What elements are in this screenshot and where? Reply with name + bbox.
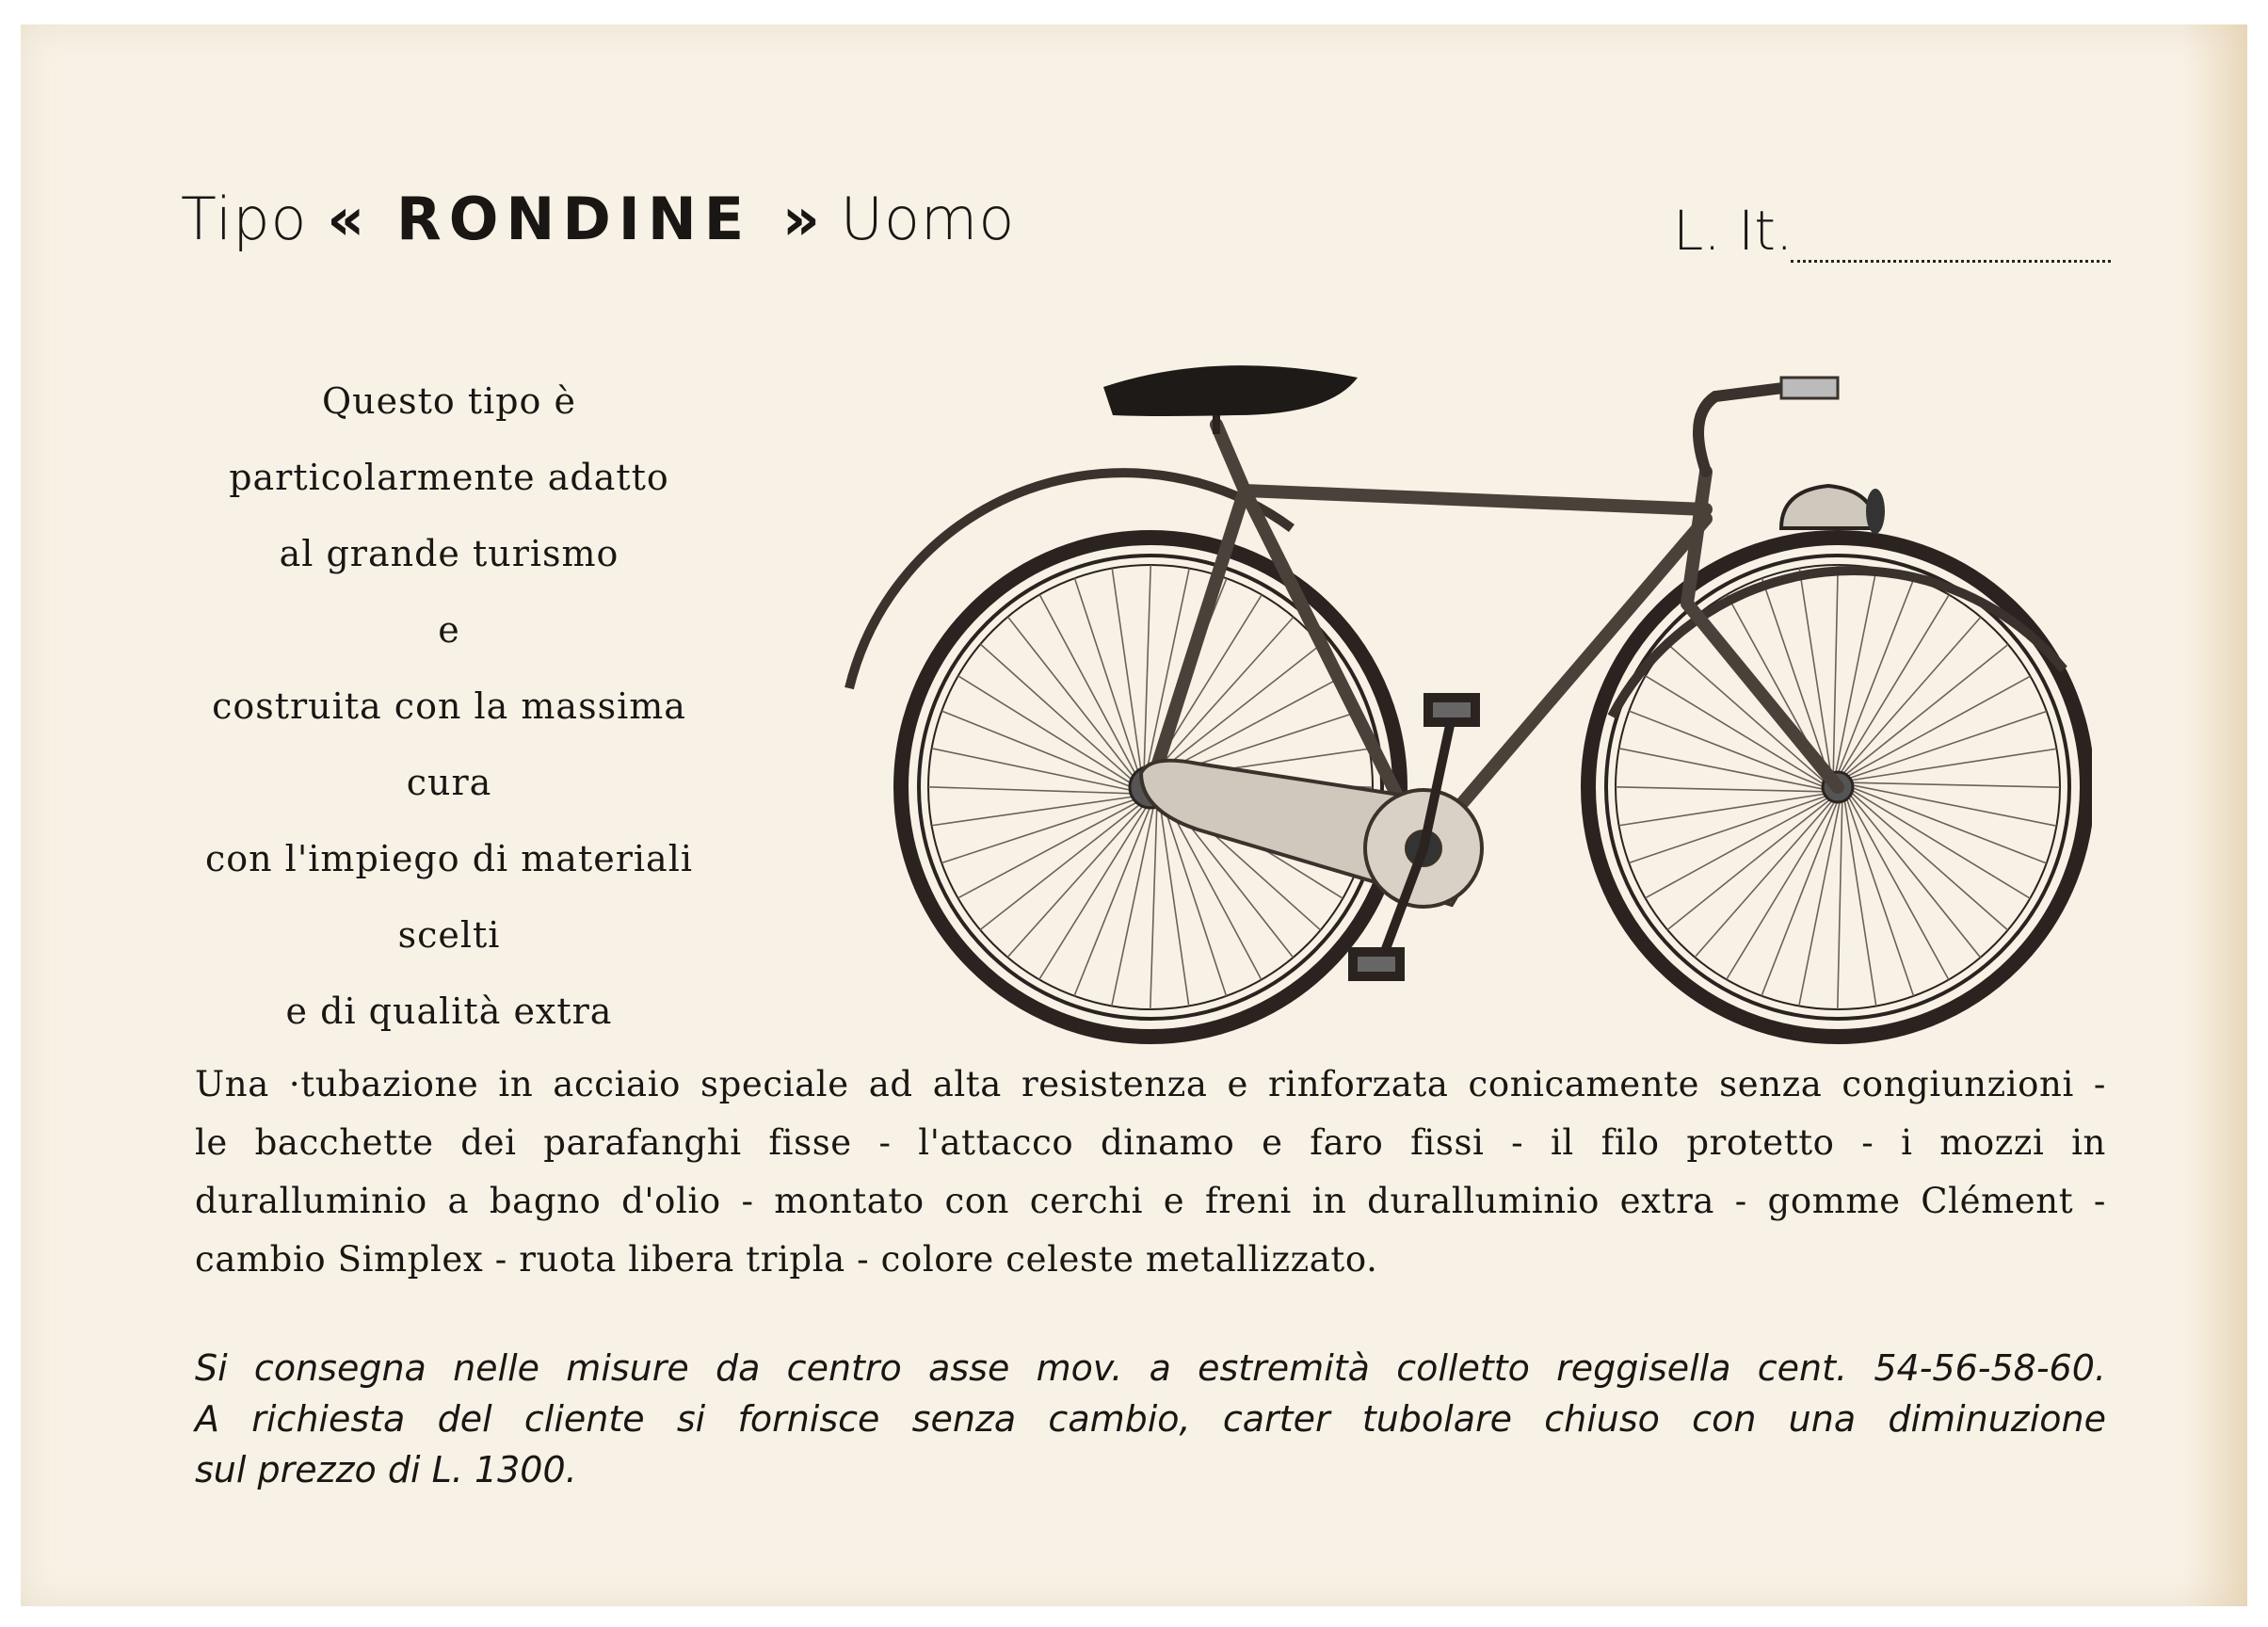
intro-line: e di qualità extra [285,991,613,1032]
wheel-spoke [1150,805,1157,1009]
wheel-spoke [1844,644,2008,775]
wheel-spoke [1838,799,1842,1009]
intro-line: cura [406,762,492,803]
delivery-note [195,1343,2106,1495]
intro-line: al grande turismo [279,533,619,574]
wheel-spoke [980,644,1133,781]
headlamp [1781,486,1885,534]
intro-line: e [438,609,460,651]
saddle [1103,365,1358,434]
wheel-spoke [1074,806,1150,996]
wheel-spoke [1667,798,1831,929]
wheel-spoke [932,749,1133,791]
bicycle-icon [840,359,2092,1046]
wheel-spoke [1619,794,1826,826]
intro-line: con l'impiego di materiali [204,838,694,879]
wheel-spoke [1144,565,1150,769]
wheel-spoke [958,676,1133,784]
wheel-spoke [1851,789,2030,898]
model-name: RONDINE [395,185,752,253]
wheel-spoke [941,711,1132,787]
wheel-spoke [1112,569,1141,771]
page-edge-shadow [2181,24,2247,1606]
intro-line: particolarmente adatto [229,457,669,498]
page-title [181,185,1015,253]
wheel-spoke [1039,595,1135,776]
wheel-spoke [1833,565,1838,775]
wheel-spoke [1629,711,1825,787]
note-line: A richiesta del cliente si fornisce senza cambio, carter tubolare chiuso con una diminuzione [195,1398,2106,1440]
description-line: cambio Simplex - ruota libera tripla - colore celeste metallizzato. [195,1239,1378,1280]
wheel-spoke [1160,803,1189,1006]
wheel-spoke [1850,792,2007,930]
wheel-spoke [1727,800,1836,979]
wheel-spoke [1112,806,1154,1007]
wheel-spoke [1007,617,1134,778]
wheel-spoke [1007,805,1144,958]
description-paragraph [195,1055,2106,1289]
wheel-spoke [1616,787,1826,792]
note-line: Si consegna nelle misure da centro asse mov. a estremità colletto reggisella cent. 54-56-58-60. [195,1347,2106,1389]
description-line: duralluminio a bagno d'olio - montato con cerchi e freni in duralluminio extra - gomme Clément - [195,1181,2106,1221]
wheel-spoke [1842,617,1981,774]
description-line: Una ·tubazione in acciaio speciale ad alta resistenza e rinforzata conicamente senza congiunzioni - [195,1064,2106,1104]
wheel-spoke [958,801,1139,897]
catalog-page [21,24,2247,1606]
title-suffix: Uomo [840,185,1016,253]
intro-line: scelti [397,914,501,956]
description-line: le bacchette dei parafanghi fisse - l'attacco dinamo e faro fissi - il filo protetto - i mozzi in [195,1122,2106,1163]
wheel-spoke [1844,798,1876,1006]
wheel-spoke [1163,676,1343,772]
title-prefix: Tipo [181,185,308,253]
wheel-spoke [1850,782,2060,787]
intro-line: costruita con la massima [212,685,686,727]
price-label: L. It. [1673,199,1793,263]
price-dotted-line [1791,260,2111,263]
intro-text [185,363,713,1050]
wheel-spoke [1851,787,2047,863]
title-quote-open: « [327,185,366,253]
wheel-spoke [932,797,1134,826]
wheel-spoke [1039,806,1148,980]
wheel-spoke [1667,644,1825,782]
wheel-spoke [1838,578,1914,774]
intro-line: Questo tipo è [321,380,577,422]
note-line: sul prezzo di L. 1300. [195,1449,577,1490]
wheel-spoke [980,803,1141,929]
wheel-spoke [1849,794,1980,958]
handlebar [1698,378,1838,472]
wheel-spoke [928,787,1133,794]
wheel-spoke [1761,800,1838,996]
wheel-spoke [1695,799,1833,957]
title-quote-close: » [781,185,821,253]
wheel-spoke [1849,749,2056,781]
wheel-spoke [1840,595,1949,774]
